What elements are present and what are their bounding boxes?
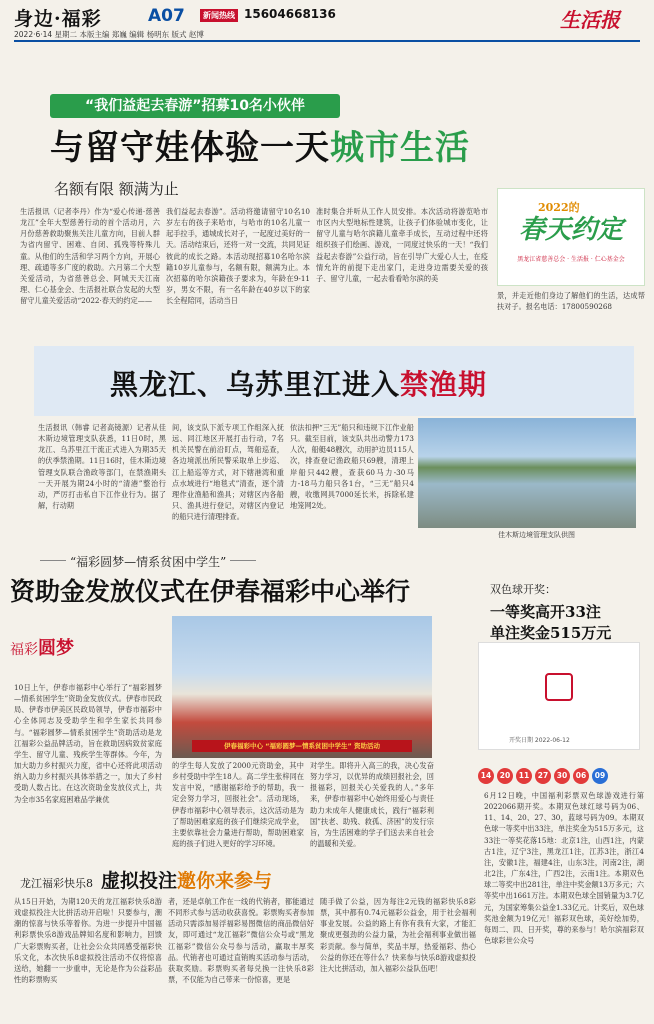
lottery-line-2: 单注奖金515万元 bbox=[490, 624, 612, 642]
page-number: A07 bbox=[148, 6, 185, 26]
story3-col-2: 的学生每人发放了2000元资助金，其中乡村受助中学生18人。高二学生张梓同在发言中说，“感谢福彩给予的帮助，我一定会努力学习，回报社会”。活动现场，伊春市福彩中心领导表示，这次活动是为了帮助困难家庭的孩子们继续完成学业，主要依靠社会力量进行帮助，帮助困难家庭的孩子们进入更好的学习环境。 bbox=[172, 761, 304, 849]
hotline-label: 新闻热线 bbox=[200, 9, 238, 22]
ticket-date: 开奖日期 2022-06-12 bbox=[509, 737, 570, 744]
story2-headline bbox=[110, 363, 487, 403]
story2-col-1: 生活报讯（韩睿 记者高镜源）记者从佳木斯边境管理支队获悉，11日0时，黑龙江、乌苏里江干流正式进入为期35天的伏季禁渔期。11日16时，佳木斯边境管理支队联合渔政等部门，在禁渔期头一天开展为期24小时的“清港”整治行动，严厉打击私自下江作业行为。据了解，行动期 bbox=[38, 423, 166, 511]
story4-col-3: 随手做了公益，因为每注2元钱的福彩快乐8彩票，其中都有0.74元福彩公益金，用于社会福利事业发展。公益的路上有你有我有大家，才能汇聚成更强劲的公益力量，为社会福利事业做出福彩贡献。参与简单，奖品丰厚，热爱福彩、热心公益的你还在等什么？快来参与快乐8游戏虚拟投注大比拼活动，加入福彩公益队伍吧！ bbox=[320, 897, 476, 973]
spring-promise-badge bbox=[497, 188, 645, 286]
story1-kicker: “我们益起去春游”招募10名小伙伴 bbox=[50, 94, 340, 118]
issue-meta: 2022·6·14 星期二 本版主编 郑巍 编辑 杨明东 版式 赵博 bbox=[14, 30, 204, 39]
newspaper-logo: 生活报 bbox=[560, 8, 620, 32]
story1-subhead: 名额有限 额满为止 bbox=[54, 180, 179, 198]
story1-col-2: 我们益起去春游”。活动将邀请留守10名10岁左右的孩子来哈市，与哈市的10名儿童一起手拉手，通城成长对子，一起度过美好的一天。活动结束后，还将一对一交流，共同见证彼此的成长之路。本活动现招募10名哈尔滨籍10岁儿童参与，名额有限，额满为止。本次招募的哈尔滨籍孩子要求为，年龄在9-11岁，男女不限，有一名年龄在40岁以下的家长全程陪同，活动当日 bbox=[166, 207, 310, 306]
badge-year: 2022的 bbox=[538, 201, 580, 214]
tag-a: 福彩 bbox=[10, 642, 38, 658]
story3-kicker: “福彩圆梦—情系贫困中学生” bbox=[70, 555, 227, 569]
fucai-yuanmeng-tag bbox=[10, 634, 74, 660]
red-ball: 06 bbox=[573, 768, 589, 784]
red-ball: 11 bbox=[516, 768, 532, 784]
header-divider bbox=[14, 40, 640, 42]
red-ball: 20 bbox=[497, 768, 513, 784]
story4-headline bbox=[20, 866, 272, 893]
story1-col-1: 生活报讯（记者李丹）作为“爱心传递·慈善龙江”全年大型慈善行动的首个活动月，六月份慈善救助聚焦关注儿童方向，目前人群为省内留守、困难、自闭、孤残等特殊儿童。从他们的生活和学习两个方向，开展心理、疏通等多广度的救助。六月第二个大型关爱活动，为省慈善总会、阿城天天江南理、仁心基金会、生活报社联合发起的大型留守儿童关爱活动“2022·春天的约定—— bbox=[20, 207, 160, 306]
story2-headline-a: 黑龙江、乌苏里江进入 bbox=[110, 368, 401, 401]
section-title: 身边·福彩 bbox=[14, 8, 102, 30]
story4-col-1: 从15日开始，为期120天的龙江福彩快乐8游戏虚拟投注大比拼活动开启啦！只要参与，潮潮的惊喜与快乐等着你。为进一步提升中国福利彩票快乐8游戏品牌知名度和影响力，回馈广大彩票购买者，让社会公众共同感受福彩快乐文化，本次快乐8虚拟投注活动不仅将惊喜送给，她翻一一步重申，无论是作为公益彩品性的彩票购买 bbox=[14, 897, 162, 985]
winning-numbers bbox=[478, 763, 648, 783]
story1-headline-b: 城市生活 bbox=[330, 128, 470, 168]
story2-photo-caption: 佳木斯边境管理支队供图 bbox=[498, 531, 575, 539]
red-ball: 27 bbox=[535, 768, 551, 784]
story4-kicker: 龙江福彩快乐8 bbox=[20, 877, 93, 890]
red-ball: 14 bbox=[478, 768, 494, 784]
story1-col-3: 准时集合并听从工作人员安排。本次活动将游览哈市市区内大型地标性建筑，让孩子们体验城市变化，让留守儿童与哈尔滨籍儿童牵手成长，互动过程中还将组织孩子们绘画、游戏，一同度过快乐的一天！“我们益起去春游”公益行动，旨在引导广大爱心人士，在疫情允许的前提下走出家门，走进身边需要关爱的孩子、留守儿童，一起去看看哈尔滨的美 bbox=[316, 207, 488, 283]
story3-col-3: 对学生。即将升入高三的我，决心发奋努力学习，以优异的成绩回报社会，回报福彩，回报关心关爱我的人。”多年来，伊春市福彩中心始终用爱心与责任助力未成年人健康成长，践行“福彩利国”扶老、助残、救孤、济困”的发行宗旨，为生活困难的学子们送去来自社会的温暖和关爱。 bbox=[310, 761, 434, 849]
badge-sponsor: 黑龙江省慈善总会 · 生活报 · 仁心基金会 bbox=[517, 256, 625, 263]
story4-col-2: 者，还是卓航工作在一线的代销者，都能通过不同形式参与活动收获喜悦。彩票购买者参加活动只需添加易浮福彩易图微信的商品微信好友，即可通过“龙江福彩”微信公众号或“黑龙江福彩”微信公众号参与活动，赢取丰厚奖品。代销者也可通过直销购买活动参与活动，获取奖励。彩票购买者每兑换一注快乐8彩票，不仅能为自己带来一份惊喜，更是 bbox=[168, 897, 314, 985]
story2-col-3: 依法扣押“三无”船只和违规下江作业船只。截至目前，该支队共出动警力173人次，船艇48艘次，动用护边员115人次，排查登记渔政船只69艘，清理上岸船只442艘，查获60马力-30马力-18马力船只各1台，“三无”船只4艘，收缴网具7000延长米，拆除私建地笼网2处。 bbox=[290, 423, 414, 511]
lottery-title: 双色球开奖： bbox=[490, 583, 556, 596]
hotline-number: 15604668136 bbox=[244, 7, 336, 21]
fishing-ban-photo bbox=[418, 418, 636, 528]
lottery-ticket-image bbox=[478, 642, 640, 750]
story1-col-4: 景，并走近他们身边了解他们的生活，达成帮扶对子。报名电话：17800590268 bbox=[497, 291, 645, 312]
story3-col-1: 10日上午，伊春市福彩中心举行了“福彩圆梦—情系贫困学生”资助金发放仪式。伊春市民政局、伊春市伊美区民政局领导，伊春市福彩中心全体同志及受助学生和学生家长共同参与。“福彩圆梦—情系贫困学生”资助活动是龙江福彩公益品牌活动，旨在救助因病致贫家庭学生、留守儿童、残疾学生等群体。今年，为加大助力乡村振兴力度，省中心还将此项活动纳入助力乡村振兴具体举措之一，加大了乡村受助人数占比。在这次资助金发放仪式上，共为全市35名家庭困难品学兼优 bbox=[14, 683, 162, 804]
lottery-body: 6月12日晚，中国福利彩票双色球游戏进行第2022066期开奖。本期双色球红球号码为06、11、14、20、27、30，蓝球号码为09。本期双色球一等奖中出33注，单注奖金为515万多元，这33注一等奖花落15地：北京1注，山西1注，内蒙古1注，辽宁3注，黑龙江1注，江苏3注，浙江4注，安徽1注，福建4注，山东3注，河南2注，湖北2注，广东4注，广西2注，云南1注。本期双色球二等奖中出281注，单注中奖金额13万多元；六等奖中出1661万注。本期双色球全国销量为3.7亿元，为国家筹集公益金1.33亿元。计奖后，双色球奖池金额为19亿元！福彩双色球，美好绘加势，每周二、四、日开奖，尊的来参与！哈尔滨福彩双色球彩世公众号 bbox=[484, 791, 644, 946]
ceremony-photo bbox=[172, 616, 432, 758]
story4-headline-b: 邀你来参与 bbox=[177, 870, 273, 892]
blue-ball: 09 bbox=[592, 768, 608, 784]
badge-title: 春天约定 bbox=[518, 215, 623, 245]
story3-headline: 资助金发放仪式在伊春福彩中心举行 bbox=[10, 577, 411, 606]
story1-headline bbox=[50, 120, 470, 169]
story2-col-2: 间，该支队下派专项工作组深入抚远、同江地区开展打击行动，7名机关民警在前沿盯点，驾船巡查，各边境派出所民警采取单上步巡、江上船巡等方式，对下辖港湾和重点水域进行“地毯式”清查，逐个清理作业渔船和渔具；对辖区内各船只、渔具进行登记，对辖区内登记的船只进行清理排查。 bbox=[172, 423, 284, 522]
tag-b: 圆梦 bbox=[38, 638, 74, 659]
story1-headline-a: 与留守娃体验一天 bbox=[50, 128, 330, 168]
story2-headline-b: 禁渔期 bbox=[400, 368, 488, 401]
lottery-logo-icon bbox=[545, 673, 573, 701]
story4-headline-a: 虚拟投注 bbox=[101, 870, 178, 892]
lottery-line-1: 一等奖高开33注 bbox=[490, 603, 601, 621]
red-ball: 30 bbox=[554, 768, 570, 784]
ceremony-banner: 伊春福彩中心 “福彩圆梦—情系贫困中学生” 资助活动 bbox=[192, 740, 412, 752]
